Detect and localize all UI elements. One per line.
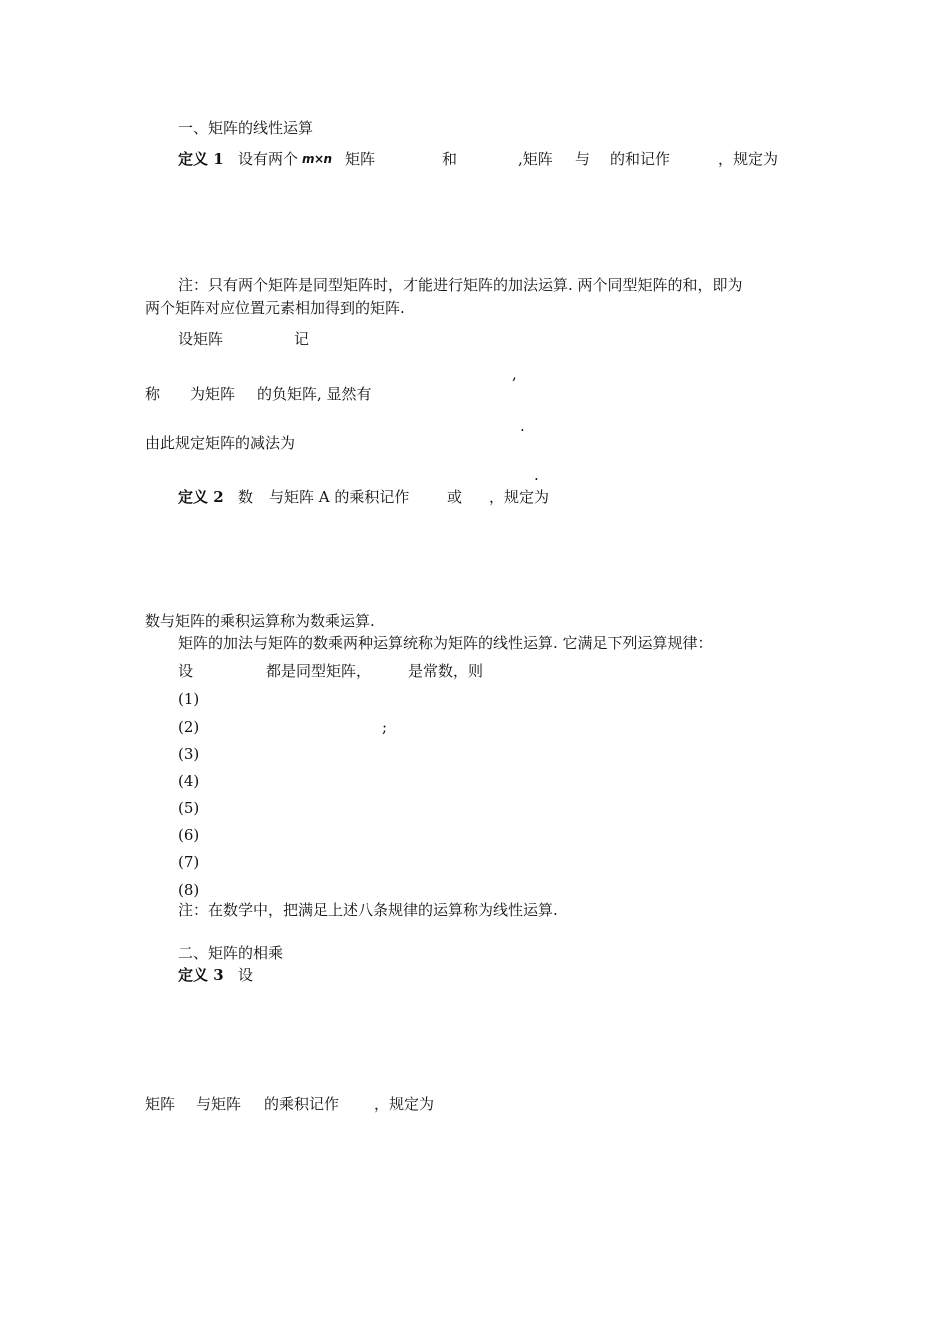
comma-mark: , xyxy=(512,365,517,383)
rule-6: (6) xyxy=(178,826,200,844)
def2-text-a: 与矩阵 A 的乘积记作 xyxy=(269,488,410,506)
def3-text: 设 xyxy=(238,966,254,984)
def1-text-d: 的和记作 xyxy=(610,150,671,168)
def1-with: 与 xyxy=(575,150,591,168)
call-text: 称 xyxy=(145,385,161,403)
let-text: 设 xyxy=(178,662,194,680)
rule-7: (7) xyxy=(178,853,200,871)
rule-3: (3) xyxy=(178,745,200,763)
rule-1: (1) xyxy=(178,690,200,708)
product-text-a: 矩阵 xyxy=(145,1095,176,1113)
rule-5: (5) xyxy=(178,799,200,817)
constants-text: 是常数，则 xyxy=(408,662,484,680)
definition-1-label: 定义 1 xyxy=(178,150,224,168)
rule-8: (8) xyxy=(178,881,200,899)
def1-and: 和 xyxy=(442,150,458,168)
rule-4: (4) xyxy=(178,772,200,790)
scalar-mult-text: 数与矩阵的乘积运算称为数乘运算. xyxy=(145,612,375,630)
def1-text-e: ，规定为 xyxy=(718,150,779,168)
product-text-c: 的乘积记作 xyxy=(264,1095,340,1113)
definition-2-label: 定义 2 xyxy=(178,488,224,506)
product-text-b: 与矩阵 xyxy=(196,1095,242,1113)
section-heading-matrix-mult: 二、矩阵的相乘 xyxy=(178,944,284,962)
period-mark-2: . xyxy=(534,466,539,484)
def2-text-b: ，规定为 xyxy=(489,488,550,506)
negative-matrix-text: 的负矩阵, 显然有 xyxy=(257,385,372,403)
def2-or: 或 xyxy=(447,488,463,506)
product-text-d: ，规定为 xyxy=(374,1095,435,1113)
same-type-text: 都是同型矩阵， xyxy=(266,662,372,680)
set-matrix-text: 设矩阵 xyxy=(178,330,224,348)
section-heading-linear-ops: 一、矩阵的线性运算 xyxy=(178,119,314,137)
def2-num: 数 xyxy=(238,488,254,506)
def1-text-a: 设有两个 xyxy=(238,150,299,168)
note-1-line-2: 两个矩阵对应位置元素相加得到的矩阵. xyxy=(145,299,405,317)
period-mark-1: . xyxy=(520,417,525,435)
note-1-line-1: 注：只有两个矩阵是同型矩阵时，才能进行矩阵的加法运算. 两个同型矩阵的和，即为 xyxy=(178,276,743,294)
def1-text-b: 矩阵 xyxy=(345,150,376,168)
rule-2-semicolon: ; xyxy=(382,718,388,736)
note-2: 注：在数学中，把满足上述八条规律的运算称为线性运算. xyxy=(178,901,558,919)
m-by-n-symbol: m×n xyxy=(302,152,332,166)
rule-2: (2) xyxy=(178,718,200,736)
denote-text: 记 xyxy=(294,330,310,348)
as-matrix-text: 为矩阵 xyxy=(190,385,236,403)
definition-3-label: 定义 3 xyxy=(178,966,224,984)
def1-text-c: ,矩阵 xyxy=(518,150,553,168)
linear-ops-text: 矩阵的加法与矩阵的数乘两种运算统称为矩阵的线性运算. 它满足下列运算规律： xyxy=(178,634,713,652)
subtraction-text: 由此规定矩阵的减法为 xyxy=(145,434,296,452)
